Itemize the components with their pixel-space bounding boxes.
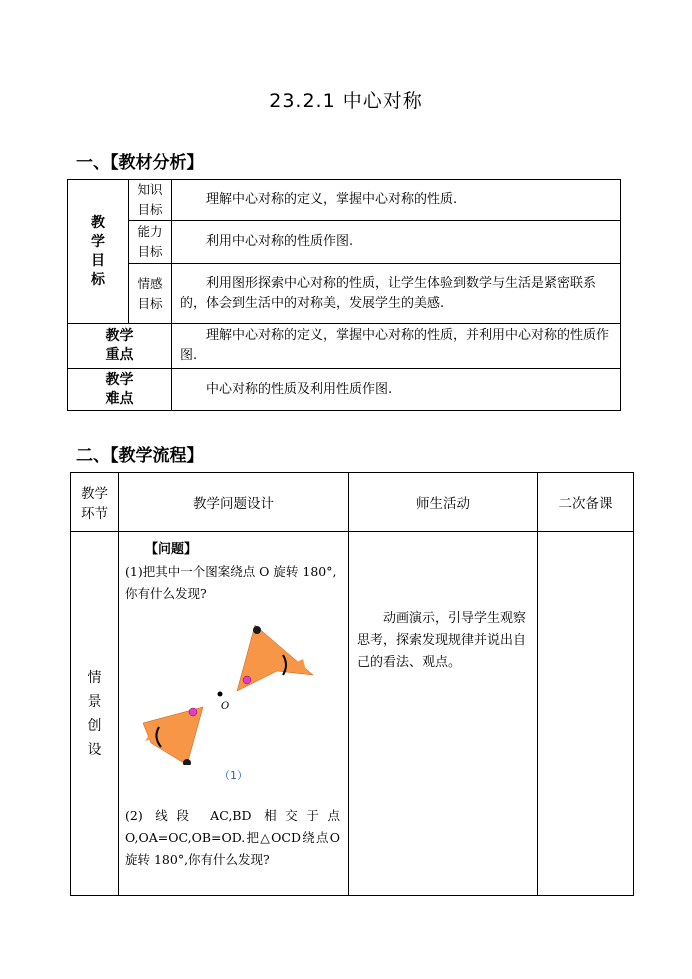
emotion-goal-label: 情感 目标 <box>129 264 172 324</box>
header-backup: 二次备课 <box>538 473 634 532</box>
header-stage: 教学 环节 <box>71 473 119 532</box>
ability-goal-text: 利用中心对称的性质作图. <box>172 221 621 264</box>
ability-goal-label: 能力 目标 <box>129 221 172 264</box>
header-design: 教学问题设计 <box>119 473 349 532</box>
knowledge-goal-text: 理解中心对称的定义，掌握中心对称的性质. <box>172 180 621 221</box>
difficulty-text: 中心对称的性质及利用性质作图. <box>172 369 621 411</box>
flow-table <box>70 472 634 896</box>
stage-scenario: 情 景 创 设 <box>71 532 119 896</box>
question-2: (2) 线段 AC,BD 相交于点 O,OA=OC,OB=OD.把△OCD绕点O旋转 180°,你有什么发现? <box>125 808 340 867</box>
backup-cell <box>538 532 634 896</box>
section-heading-flow: 二、【教学流程】 <box>76 446 204 466</box>
question-design-cell <box>119 532 349 896</box>
difficulty-label: 教学 难点 <box>68 369 172 411</box>
question-1: (1)把其中一个图案绕点 O 旋转 180°,你有什么发现? <box>125 564 337 601</box>
page-title: 23.2.1 中心对称 <box>269 90 423 112</box>
center-point-label: O <box>221 701 230 712</box>
lower-magenta-dot <box>189 708 197 716</box>
activity-text: 动画演示，引导学生观察思考，探索发现规律并说出自己的看法、观点。 <box>357 611 527 670</box>
emotion-goal-text: 利用图形探索中心对称的性质，让学生体验到数学与生活是紧密联系的，体会到生活中的对称美，发展学生的美感. <box>172 264 621 324</box>
header-activity: 师生活动 <box>349 473 538 532</box>
key-point-label: 教学 重点 <box>68 324 172 369</box>
activity-cell <box>349 532 538 896</box>
center-point <box>218 692 223 697</box>
upper-magenta-dot <box>243 676 251 684</box>
upper-vertex-dot <box>253 626 261 634</box>
teaching-goal-label: 教 学 目 标 <box>68 180 129 324</box>
key-point-text: 理解中心对称的定义，掌握中心对称的性质，并利用中心对称的性质作图. <box>172 324 621 369</box>
knowledge-goal-label: 知识 目标 <box>129 180 172 221</box>
section-heading-analysis: 一、【教材分析】 <box>76 153 204 173</box>
analysis-table <box>67 179 621 411</box>
rotation-figure <box>137 615 317 765</box>
question-title: 【问题】 <box>145 542 198 557</box>
figure-caption: （1） <box>219 769 248 782</box>
